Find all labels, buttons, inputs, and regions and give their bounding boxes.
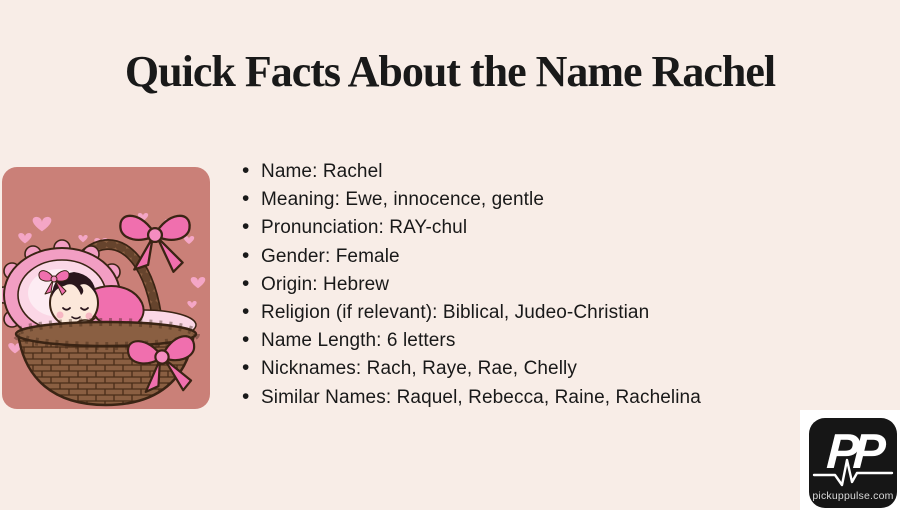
handle-bow [120, 216, 189, 272]
fact-list-item: • Religion (if relevant): Biblical, Judeo-Christian [241, 299, 701, 327]
fact-list-item: • Pronunciation: RAY-chul [241, 214, 701, 242]
fact-list-item: • Similar Names: Raquel, Rebecca, Raine, Rachelina [241, 384, 701, 412]
fact-list-item: • Nicknames: Rach, Raye, Rae, Chelly [241, 355, 701, 383]
logo-monogram: PP [825, 425, 881, 479]
baby-illustration-card [2, 167, 210, 409]
pickuppulse-logo [809, 418, 897, 508]
fact-list-item: • Meaning: Ewe, innocence, gentle [241, 186, 701, 214]
fact-list-item: • Gender: Female [241, 243, 701, 271]
fact-list-item: • Name: Rachel [241, 158, 701, 186]
sleeping-baby-basket-illustration [2, 167, 210, 409]
page-title: Quick Facts About the Name Rachel [124, 47, 776, 96]
facts-list [241, 158, 701, 412]
fact-list-item: • Origin: Hebrew [241, 271, 701, 299]
fact-list-item: • Name Length: 6 letters [241, 327, 701, 355]
brand-logo-panel [800, 410, 900, 510]
logo-site-url: pickuppulse.com [812, 490, 894, 502]
